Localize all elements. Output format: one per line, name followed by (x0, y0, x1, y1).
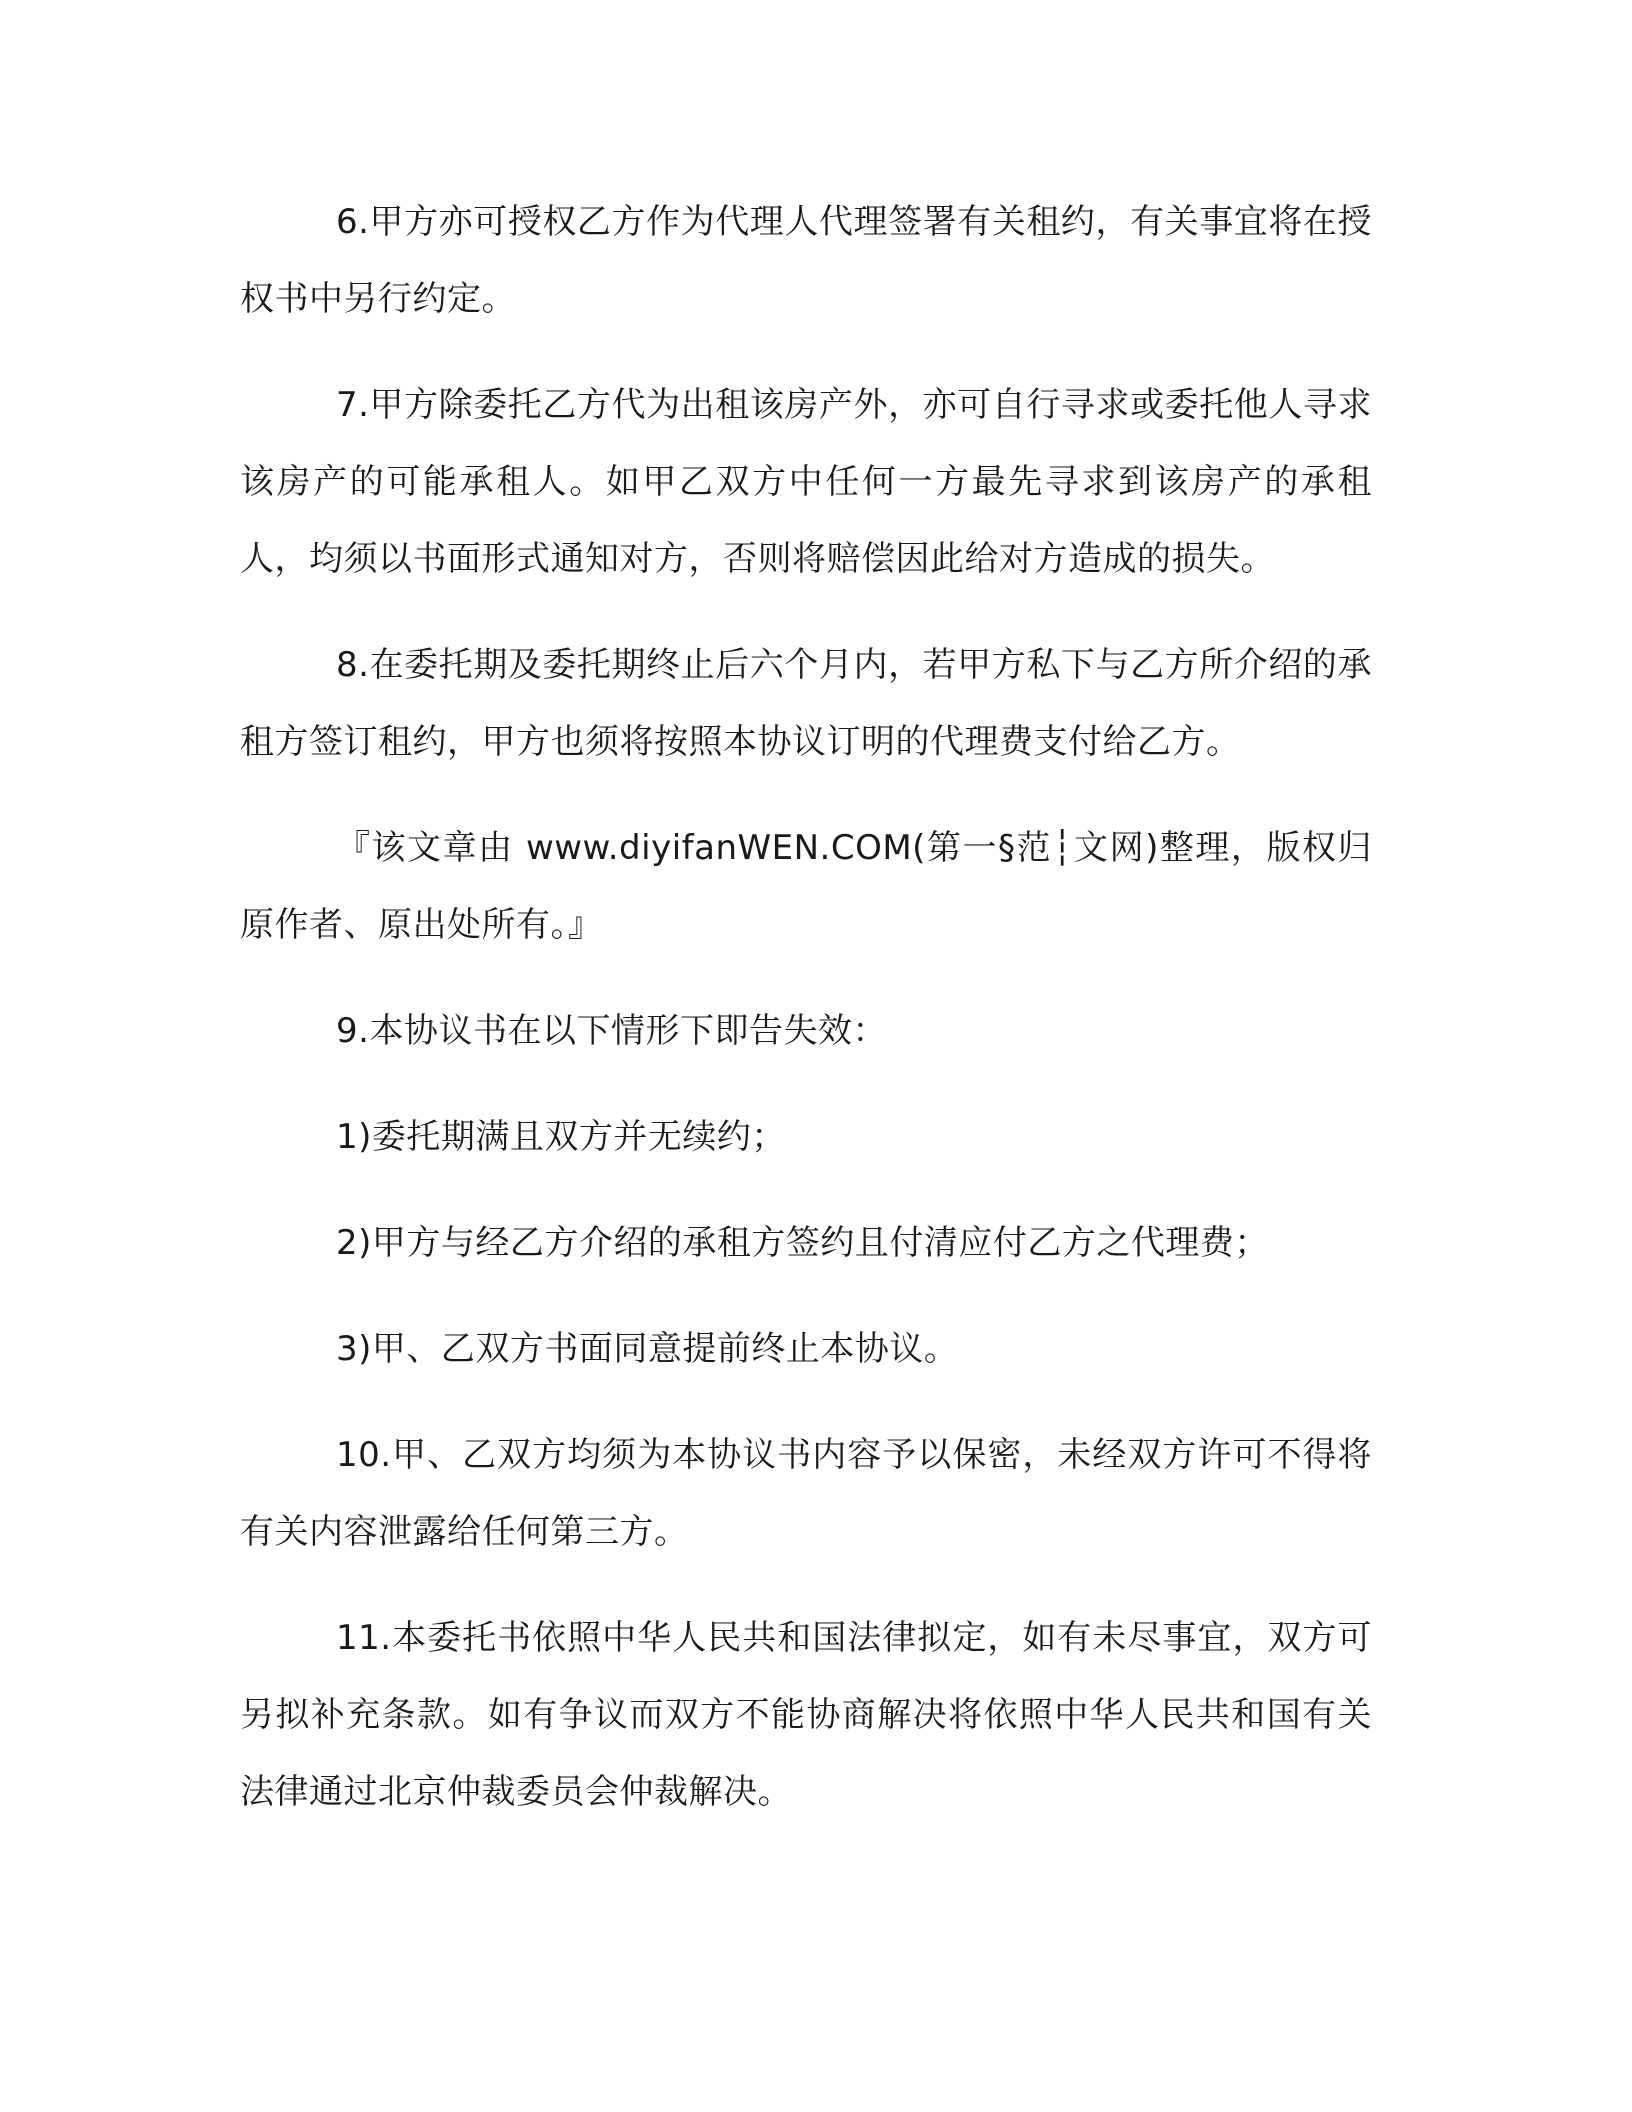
source-notice: 『该文章由 www.diyifanWEN.COM(第一§范┆文网)整理，版权归原作者、原出处所有。』 (240, 828, 1372, 945)
clause-6: 6.甲方亦可授权乙方作为代理人代理签署有关租约，有关事宜将在授权书中另行约定。 (240, 202, 1372, 319)
clause-11: 11.本委托书依照中华人民共和国法律拟定，如有未尽事宜，双方可另拟补充条款。如有争议而双方不能协商解决将依照中华人民共和国有关法律通过北京仲裁委员会仲裁解决。 (240, 1618, 1372, 1812)
clause-10: 10.甲、乙双方均须为本协议书内容予以保密，未经双方许可不得将有关内容泄露给任何第三方。 (240, 1435, 1372, 1552)
clause-7: 7.甲方除委托乙方代为出租该房产外，亦可自行寻求或委托他人寻求该房产的可能承租人。如甲乙双方中任何一方最先寻求到该房产的承租人，均须以书面形式通知对方，否则将赔偿因此给对方造成的损失。 (240, 385, 1372, 579)
clause-8: 8.在委托期及委托期终止后六个月内，若甲方私下与乙方所介绍的承租方签订租约，甲方也须将按照本协议订明的代理费支付给乙方。 (240, 645, 1372, 762)
clause-9-item-2: 2)甲方与经乙方介绍的承租方签约且付清应付乙方之代理费； (336, 1223, 1269, 1263)
document-body (240, 184, 1372, 1860)
clause-9: 9.本协议书在以下情形下即告失效： (336, 1011, 887, 1051)
clause-9-item-1: 1)委托期满且双方并无续约； (336, 1117, 786, 1157)
clause-9-item-3: 3)甲、乙双方书面同意提前终止本协议。 (336, 1329, 959, 1369)
